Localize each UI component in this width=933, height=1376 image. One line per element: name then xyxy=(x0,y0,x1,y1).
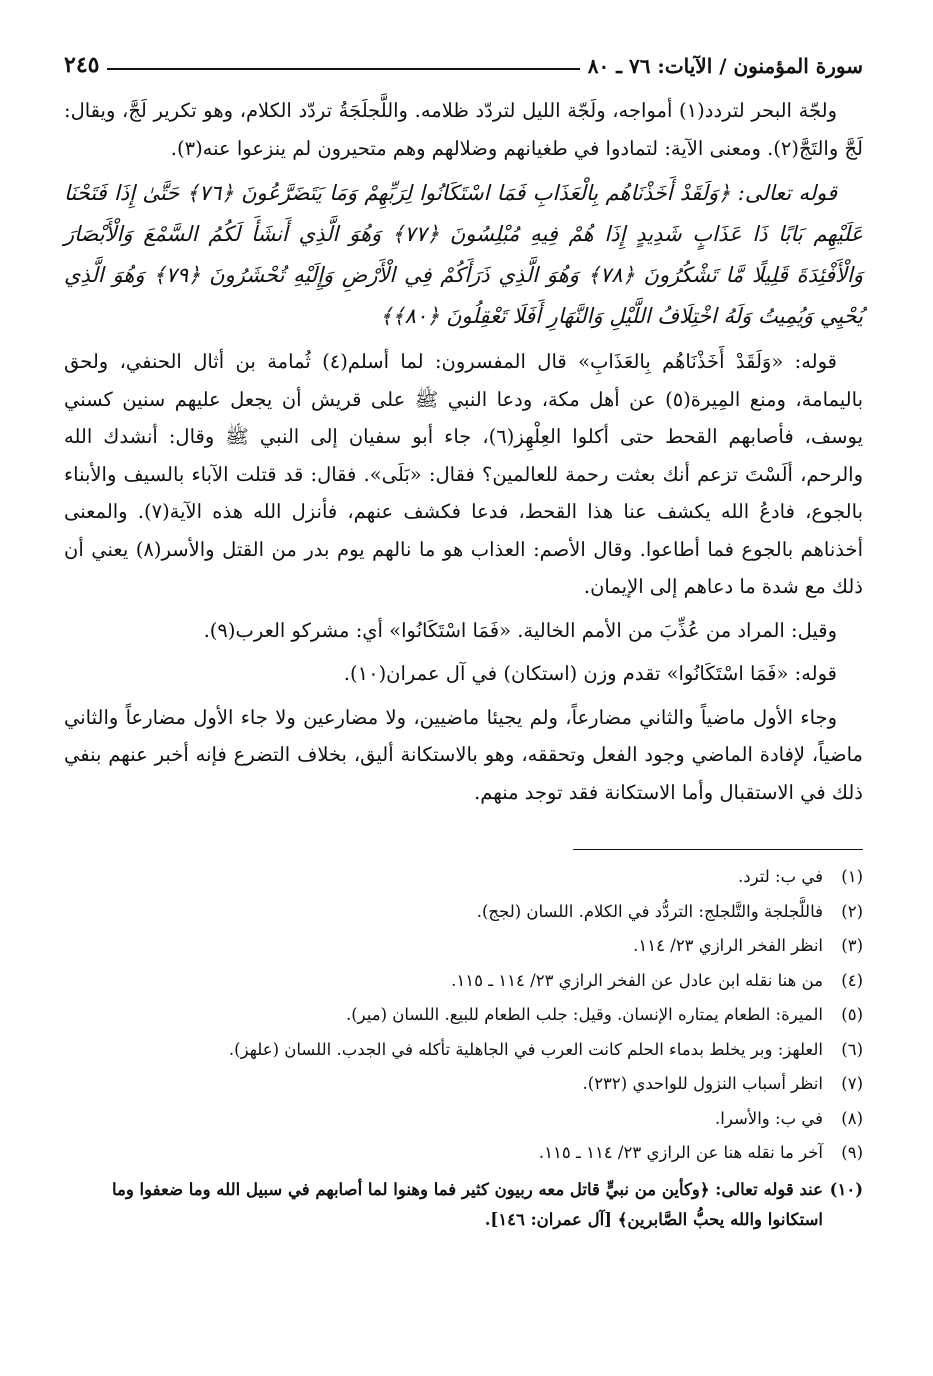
footnote-text: الميرة: الطعام يمتاره الإنسان. وقيل: جلب الطعام للبيع. اللسان (مير). xyxy=(346,1005,823,1024)
footnote xyxy=(64,1136,863,1171)
footnote-number: (٤) xyxy=(841,970,863,990)
footnote xyxy=(64,1102,863,1137)
footnote-text: انظر أسباب النزول للواحدي (٢٣٢). xyxy=(582,1074,823,1093)
footnote-number: (٦) xyxy=(841,1039,863,1059)
footnote-text: العلهز: وبر يخلط بدماء الحلم كانت العرب في الجاهلية تأكله في الجدب. اللسان (علهز). xyxy=(228,1039,823,1059)
footnote xyxy=(64,895,863,930)
footnote-text: آخر ما نقله هنا عن الرازي ٢٣/ ١١٤ ـ ١١٥. xyxy=(538,1143,823,1162)
footnote-text: من هنا نقله ابن عادل عن الفخر الرازي ٢٣/ ١١٤ ـ ١١٥. xyxy=(451,970,823,990)
footnote-text: انظر الفخر الرازي ٢٣/ ١١٤. xyxy=(633,936,823,955)
header-rule xyxy=(107,68,579,70)
page-title: سورة المؤمنون / الآيات: ٧٦ ـ ٨٠ xyxy=(587,54,863,78)
footnote-separator xyxy=(573,849,863,850)
footnote xyxy=(64,929,863,964)
footnote-number: (٣) xyxy=(841,936,863,955)
paragraph: وقيل: المراد من عُذِّبَ من الأمم الخالية. «فَمَا اسْتَكَانُوا» أي: مشركو العرب(٩). xyxy=(203,618,837,642)
paragraph: قوله: «وَلَقَدْ أَخَذْنَاهُم بِالعَذَابِ» قال المفسرون: لما أسلم(٤) ثُمامة بن أثال الحنفي، ولحق باليمامة، ومنع المِيرة(٥) عن أهل مكة، ودعا النبي ﷺ على قريش أن يجعل عليهم سنين كسني يوسف، فأصابهم القحط حتى أكلوا العِلْهِز(٦)، جاء أبو سفيان إلى النبي ﷺ وقال: أنشدك الله والرحم، ألَسْتَ تزعم أنك بعثت رحمة للعالمين؟ فقال: «بَلَى». فقال: قد قتلت الآباء بالسيف والأبناء بالجوع، فادعُ الله يكشف عنا هذا القحط، فدعا فكشف عنهم، فأنزل الله هذه الآية(٧). والمعنى أخذناهم بالجوع فما أطاعوا. وقال الأصم: العذاب هو ما نالهم يوم بدر من القتل والأسر(٨) يعني أن ذلك مع شدة ما دعاهم إلى الإيمان. xyxy=(64,350,864,598)
main-text xyxy=(64,92,863,811)
footnote xyxy=(64,964,863,999)
footnote-text: فاللَّجلجة والتَّلجلج: التردُّد في الكلام. اللسان (لجج). xyxy=(476,901,823,921)
footnote-number: (٥) xyxy=(841,1005,863,1024)
footnote-number: (٢) xyxy=(841,901,863,921)
page-header xyxy=(64,38,863,78)
footnote xyxy=(64,860,863,895)
footnote-number: (١) xyxy=(841,867,863,886)
paragraph: وجاء الأول ماضياً والثاني مضارعاً، ولم يجيئا ماضيين، ولا مضارعين ولا جاء الأول مضارعاً والثاني ماضياً، لإفادة الماضي وجود الفعل وتحققه، وهو بالاستكانة أليق، بخلاف التضرع فإنه أخبر عنهم بنفي ذلك في الاستقبال وأما الاستكانة فقد توجد منهم. xyxy=(64,705,863,804)
footnote-number: (٩) xyxy=(841,1143,863,1162)
footnote-text: عند قوله تعالى: ﴿وكأين من نبيٍّ قاتل معه ربيون كثير فما وهنوا لما أصابهم في سبيل الله وما ضعفوا وما استكانوا والله يحبُّ الصَّابرين﴾ [آل عمران: ١٤٦]. xyxy=(111,1179,823,1229)
footnote xyxy=(64,998,863,1033)
quran-verse-paragraph: قوله تعالى: ﴿وَلَقَدْ أَخَذْنَاهُم بِالْعَذَابِ فَمَا اسْتَكَانُوا لِرَبِّهِمْ وَمَا يَتَضَرَّعُونَ ﴿٧٦﴾ حَتَّىٰ إِذَا فَتَحْنَا عَلَيْهِم بَابًا ذَا عَذَابٍ شَدِيدٍ إِذَا هُمْ فِيهِ مُبْلِسُونَ ﴿٧٧﴾ وَهُوَ الَّذِي أَنشَأَ لَكُمُ السَّمْعَ وَالْأَبْصَارَ وَالْأَفْئِدَةَ قَلِيلًا مَّا تَشْكُرُونَ ﴿٧٨﴾ وَهُوَ الَّذِي ذَرَأَكُمْ فِي الْأَرْضِ وَإِلَيْهِ تُحْشَرُونَ ﴿٧٩﴾ وَهُوَ الَّذِي يُحْيِي وَيُمِيتُ وَلَهُ اخْتِلَافُ اللَّيْلِ وَالنَّهَارِ أَفَلَا تَعْقِلُونَ ﴿٨٠﴾﴾ xyxy=(64,181,864,328)
footnote xyxy=(64,1033,863,1068)
footnote-text: في ب: والأسرا. xyxy=(715,1108,823,1128)
footnotes xyxy=(64,860,863,1235)
footnote-text: في ب: لترد. xyxy=(738,867,823,886)
paragraph: قوله: «فَمَا اسْتَكَانُوا» تقدم وزن (استكان) في آل عمران(١٠). xyxy=(343,662,837,685)
footnote-number: (١٠) xyxy=(829,1179,863,1199)
footnote xyxy=(64,1175,863,1235)
paragraph: ولجّة البحر لتردد(١) أمواجه، ولَجّة الليل لتردّد ظلامه. واللَّجلَجَةُ تردّد الكلام، وهو تكرير لَجَّ، ويقال: لَجَّ والتَجَّ(٢). ومعنى الآية: لتمادوا في طغيانهم وضلالهم وهم متحيرون لم ينزعوا عنه(٣). xyxy=(64,99,863,160)
footnote-number: (٨) xyxy=(841,1108,863,1128)
page-number: ٢٤٥ xyxy=(64,52,100,78)
footnote xyxy=(64,1067,863,1102)
footnote-number: (٧) xyxy=(841,1074,863,1093)
